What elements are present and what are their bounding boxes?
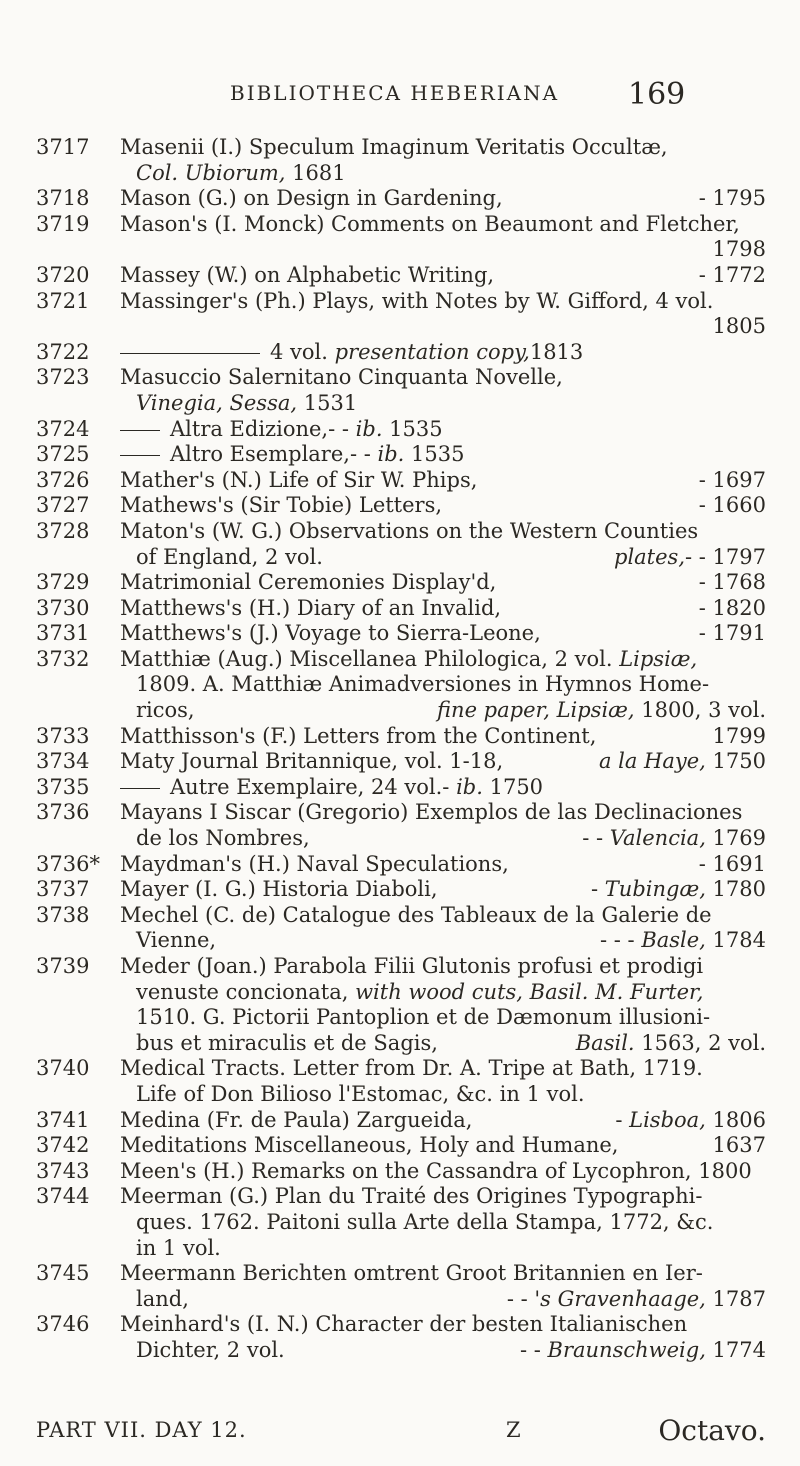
entry-line	[120, 1133, 766, 1159]
entry-line	[120, 724, 766, 750]
italic-text: plates,	[614, 544, 685, 569]
lot-number: 3740	[36, 1056, 90, 1081]
entry-text	[136, 826, 310, 852]
text-run: - -	[328, 416, 356, 441]
entry-imprint	[582, 826, 766, 852]
text-run: 1774	[705, 1337, 766, 1362]
text-run: 1780	[705, 877, 766, 902]
entry-imprint	[614, 545, 766, 571]
lot-number: 3732	[36, 646, 90, 671]
catalogue-entry	[0, 417, 800, 443]
entry-imprint	[591, 877, 766, 903]
entry-line	[120, 263, 766, 289]
lot-number: 3724	[36, 416, 90, 441]
entry-text	[120, 570, 496, 596]
entry-text	[120, 493, 442, 519]
text-run: Autre Exemplaire, 24 vol.	[170, 774, 443, 799]
entry-line	[120, 1159, 766, 1185]
catalogue-entry	[0, 340, 800, 366]
text-run: Meen's (H.) Remarks on the Cassandra of Lycophron, 1800	[120, 1158, 752, 1183]
text-run: in 1 vol.	[136, 1235, 221, 1260]
lot-number: 3737	[36, 877, 90, 902]
text-run: Matthisson's (F.) Letters from the Continent,	[120, 723, 597, 748]
entry-line	[120, 1082, 766, 1108]
text-run: - 1795	[698, 186, 766, 211]
lot-number: 3744	[36, 1184, 90, 1209]
entry-text	[120, 1056, 703, 1082]
entry-text	[120, 749, 503, 775]
italic-text: Valencia,	[609, 826, 706, 851]
text-run: - -	[519, 1337, 548, 1362]
entry-line	[120, 1108, 766, 1134]
catalogue-entry	[0, 1261, 800, 1312]
lot-number: 3730	[36, 595, 90, 620]
text-run: Life of Don Bilioso l'Estomac, &c. in 1 vol.	[136, 1081, 585, 1106]
text-run: Dichter, 2 vol.	[136, 1337, 285, 1362]
text-run: land,	[136, 1286, 189, 1311]
entry-line	[120, 621, 766, 647]
lot-number: 3729	[36, 570, 90, 595]
text-run: 1750	[482, 774, 544, 799]
catalogue-entry	[0, 954, 800, 1056]
entry-text	[136, 1031, 438, 1057]
page-number: 169	[628, 77, 686, 112]
text-run: - 1791	[698, 621, 766, 646]
text-run: Altra Edizione,	[170, 416, 329, 441]
catalogue-entry	[0, 289, 800, 340]
entry-line	[120, 1005, 766, 1031]
text-run: Mechel (C. de) Catalogue des Tableaux de la Galerie de	[120, 902, 712, 927]
entry-line	[120, 1261, 766, 1287]
catalogue-entry	[0, 621, 800, 647]
catalogue-entry	[0, 468, 800, 494]
text-run: -	[591, 877, 605, 902]
text-run: Meinhard's (I. N.) Character der besten Italianischen	[120, 1312, 688, 1337]
entry-line	[120, 186, 766, 212]
lot-number: 3734	[36, 749, 90, 774]
entry-line	[120, 1210, 766, 1236]
text-run: 1799	[712, 723, 766, 748]
entry-text	[136, 1287, 189, 1313]
text-run: Matthiæ (Aug.) Miscellanea Philologica, 2 vol.	[120, 646, 620, 671]
catalogue-entry	[0, 365, 800, 416]
text-run: 1800, 3 vol.	[634, 698, 766, 723]
catalogue-entry	[0, 570, 800, 596]
text-run: Massinger's (Ph.) Plays, with Notes by W. Gifford, 4 vol.	[120, 288, 714, 313]
text-run: Mathews's (Sir Tobie) Letters,	[120, 493, 443, 518]
entry-imprint	[699, 186, 766, 212]
lot-number: 3736	[36, 800, 90, 825]
text-run: 1563, 2 vol.	[634, 1030, 766, 1055]
entry-line	[120, 1338, 766, 1364]
entry-line	[120, 417, 766, 443]
entry-imprint	[699, 621, 766, 647]
lot-number: 3726	[36, 467, 90, 492]
text-run: 1813	[529, 339, 584, 364]
entry-text	[120, 340, 583, 366]
ditto-rule	[120, 430, 160, 431]
entry-line	[120, 468, 766, 494]
entry-text	[136, 1338, 285, 1364]
text-run: Maydman's (H.) Naval Speculations,	[120, 851, 509, 876]
entry-text	[713, 237, 766, 263]
entry-line	[120, 1184, 766, 1210]
italic-text: a la Haye,	[598, 749, 706, 774]
entry-line	[120, 365, 766, 391]
lot-number: 3745	[36, 1261, 90, 1286]
italic-text: Vinegia, Sessa,	[136, 390, 298, 415]
entry-imprint	[699, 570, 766, 596]
italic-text: Basle,	[641, 928, 706, 953]
entry-line	[120, 647, 766, 673]
entry-text	[136, 1236, 221, 1262]
italic-text: 's Gravenhaage,	[534, 1286, 706, 1311]
ditto-rule	[120, 788, 160, 789]
signature-mark: Z	[506, 1418, 521, 1442]
entry-text	[120, 365, 563, 391]
entry-text	[120, 417, 443, 443]
entry-text	[136, 161, 346, 187]
catalogue-entry	[0, 852, 800, 878]
running-title: BIBLIOTHECA HEBERIANA	[230, 81, 560, 105]
entry-text	[120, 647, 697, 673]
text-run: Meder (Joan.) Parabola Filii Glutonis profusi et prodigi	[120, 954, 704, 978]
entry-imprint	[576, 1031, 766, 1057]
lot-number: 3746	[36, 1312, 90, 1337]
text-run: Medina (Fr. de Paula) Zargueida,	[120, 1107, 473, 1132]
text-run: - 1660	[698, 493, 766, 518]
entry-imprint	[699, 493, 766, 519]
catalogue-entry	[0, 800, 800, 851]
entry-text	[120, 1108, 472, 1134]
entry-imprint	[699, 852, 766, 878]
text-run: Meermann Berichten omtrent Groot Britannien en Ier-	[120, 1261, 703, 1286]
text-run: Mayer (I. G.) Historia Diaboli,	[120, 877, 438, 902]
catalogue-entry	[0, 263, 800, 289]
catalogue-entry	[0, 647, 800, 724]
entry-text	[120, 1159, 752, 1185]
catalogue-entry	[0, 1108, 800, 1134]
page-header	[0, 77, 800, 121]
entry-text	[120, 442, 464, 468]
entry-line	[120, 1287, 766, 1313]
italic-text: fine paper, Lipsiæ,	[437, 698, 635, 723]
catalogue-entry	[0, 596, 800, 622]
text-run: - - -	[599, 928, 642, 953]
catalogue-entry	[0, 186, 800, 212]
lot-number: 3727	[36, 493, 90, 518]
italic-text: with wood cuts, Basil. M. Furter,	[355, 979, 704, 1004]
italic-text: Braunschweig,	[547, 1337, 706, 1362]
lot-number: 3721	[36, 288, 90, 313]
text-run: Meerman (G.) Plan du Traité des Origines Typographi-	[120, 1184, 703, 1209]
catalogue-entry	[0, 212, 800, 263]
text-run: Meditations Miscellaneous, Holy and Humane,	[120, 1133, 619, 1158]
catalogue-entries	[0, 135, 800, 1364]
text-run: 1681	[285, 160, 346, 185]
entry-line	[120, 800, 766, 826]
text-run: Mason (G.) on Design in Gardening,	[120, 186, 503, 211]
entry-imprint	[713, 724, 766, 750]
text-run: venuste concionata,	[136, 979, 356, 1004]
entry-line	[120, 442, 766, 468]
entry-text	[120, 903, 712, 929]
text-run: - 1697	[698, 467, 766, 492]
catalogue-entry	[0, 724, 800, 750]
entry-line	[120, 980, 766, 1006]
text-run: 1510. G. Pictorii Pantoplion et de Dæmonum illusioni-	[136, 1005, 711, 1030]
entry-text	[120, 289, 713, 315]
entry-line	[120, 289, 766, 315]
entry-line	[120, 954, 766, 980]
text-run: -	[615, 1107, 630, 1132]
entry-imprint	[520, 1338, 766, 1364]
lot-number: 3736*	[36, 851, 100, 876]
entry-imprint	[599, 749, 766, 775]
entry-line	[120, 314, 766, 340]
lot-number: 3722	[36, 339, 90, 364]
italic-text: Col. Ubiorum,	[136, 160, 286, 185]
text-run: 1750	[705, 749, 766, 774]
catalogue-entry	[0, 749, 800, 775]
text-run: 1535	[404, 442, 465, 467]
entry-text	[120, 877, 438, 903]
text-run: Mason's (I. Monck) Comments on Beaumont and Fletcher,	[120, 211, 740, 236]
entry-line	[120, 570, 766, 596]
text-run: ricos,	[136, 698, 195, 723]
format-label: Octavo.	[658, 1414, 766, 1447]
italic-text: ib.	[355, 416, 383, 441]
entry-text	[120, 468, 477, 494]
text-run: 1787	[705, 1286, 766, 1311]
catalogue-entry	[0, 775, 800, 801]
text-run: Matrimonial Ceremonies Display'd,	[120, 570, 497, 595]
text-run: Matthews's (J.) Voyage to Sierra-Leone,	[120, 621, 541, 646]
entry-text	[120, 186, 503, 212]
entry-text	[120, 596, 501, 622]
text-run: Masenii (I.) Speculum Imaginum Veritatis Occultæ,	[120, 135, 668, 159]
entry-imprint	[507, 1287, 766, 1313]
lot-number: 3735	[36, 774, 90, 799]
entry-line	[120, 1236, 766, 1262]
ditto-rule	[120, 455, 160, 456]
entry-line	[120, 749, 766, 775]
lot-number: 3741	[36, 1107, 90, 1132]
text-run: - -	[582, 826, 610, 851]
entry-line	[120, 135, 766, 161]
entry-line	[120, 903, 766, 929]
entry-line	[120, 545, 766, 571]
text-run: - - 1797	[685, 544, 766, 569]
entry-imprint	[699, 468, 766, 494]
entry-line	[120, 1312, 766, 1338]
text-run: -	[442, 774, 457, 799]
entry-imprint	[699, 596, 766, 622]
text-run: Masuccio Salernitano Cinquanta Novelle,	[120, 365, 563, 390]
entry-text	[136, 1005, 710, 1031]
lot-number: 3731	[36, 621, 90, 646]
text-run: - -	[349, 442, 378, 467]
entry-text	[120, 135, 668, 161]
text-run: Mather's (N.) Life of Sir W. Phips,	[120, 467, 478, 492]
lot-number: 3719	[36, 211, 90, 236]
italic-text: Lipsiæ,	[619, 646, 698, 671]
entry-imprint	[437, 698, 766, 724]
entry-line	[120, 493, 766, 519]
text-run: Massey (W.) on Alphabetic Writing,	[120, 262, 495, 287]
entry-imprint	[615, 1108, 766, 1134]
text-run: 1784	[705, 928, 766, 953]
lot-number: 3723	[36, 365, 90, 390]
text-run: 1805	[712, 314, 766, 339]
text-run: 1531	[297, 390, 358, 415]
ditto-rule	[120, 353, 260, 354]
text-run: 1535	[382, 416, 443, 441]
entry-line	[120, 237, 766, 263]
lot-number: 3728	[36, 518, 90, 543]
entry-text	[120, 724, 596, 750]
entry-line	[120, 672, 766, 698]
text-run: de los Nombres,	[136, 826, 310, 851]
entry-text	[120, 1184, 702, 1210]
entry-text	[120, 1261, 703, 1287]
entry-text	[136, 698, 195, 724]
entry-text	[120, 212, 740, 238]
text-run: bus et miraculis et de Sagis,	[136, 1030, 438, 1055]
lot-number: 3733	[36, 723, 90, 748]
italic-text: Basil.	[575, 1030, 635, 1055]
text-run: 1809. A. Matthiæ Animadversiones in Hymnos Home-	[136, 672, 710, 697]
catalogue-entry	[0, 1159, 800, 1185]
entry-text	[120, 263, 494, 289]
text-run: - 1691	[698, 851, 766, 876]
catalogue-entry	[0, 442, 800, 468]
lot-number: 3720	[36, 262, 90, 287]
lot-number: 3739	[36, 954, 90, 978]
entry-line	[120, 596, 766, 622]
text-run: 1637	[712, 1133, 766, 1158]
entry-text	[136, 1210, 713, 1236]
text-run: Altro Esemplare,	[170, 442, 350, 467]
catalogue-entry	[0, 1184, 800, 1261]
text-run: - 1768	[698, 570, 766, 595]
italic-text: Lisboa,	[629, 1107, 706, 1132]
lot-number: 3718	[36, 186, 90, 211]
entry-text	[136, 928, 216, 954]
catalogue-entry	[0, 1133, 800, 1159]
entry-text	[713, 314, 766, 340]
entry-text	[136, 391, 357, 417]
text-run: 1806	[705, 1107, 766, 1132]
lot-number: 3743	[36, 1158, 90, 1183]
entry-text	[120, 954, 703, 980]
italic-text: ib.	[456, 774, 483, 799]
lot-number: 3738	[36, 902, 90, 927]
catalogue-entry	[0, 135, 800, 186]
entry-text	[120, 775, 543, 801]
entry-imprint	[699, 263, 766, 289]
lot-number: 3742	[36, 1133, 90, 1158]
entry-text	[120, 1312, 687, 1338]
entry-text	[136, 672, 709, 698]
entry-line	[120, 161, 766, 187]
text-run: Matthews's (H.) Diary of an Invalid,	[120, 595, 502, 620]
entry-line	[120, 775, 766, 801]
entry-line	[120, 1056, 766, 1082]
text-run: - 1772	[698, 262, 766, 287]
lot-number: 3717	[36, 135, 90, 159]
catalogue-entry	[0, 493, 800, 519]
entry-text	[120, 621, 541, 647]
entry-line	[120, 698, 766, 724]
text-run: - 1820	[698, 595, 766, 620]
italic-text: ib.	[377, 442, 405, 467]
entry-line	[120, 391, 766, 417]
catalogue-entry	[0, 903, 800, 954]
entry-text	[136, 1082, 585, 1108]
text-run: 1798	[712, 237, 766, 262]
entry-text	[136, 980, 703, 1006]
entry-line	[120, 1031, 766, 1057]
text-run: Maty Journal Britannique, vol. 1-18,	[120, 749, 504, 774]
catalogue-entry	[0, 519, 800, 570]
italic-text: Tubingæ,	[604, 877, 706, 902]
entry-line	[120, 212, 766, 238]
text-run: 1769	[705, 826, 766, 851]
text-run: Vienne,	[136, 928, 217, 953]
text-run: - -	[506, 1286, 535, 1311]
entry-line	[120, 340, 766, 366]
part-day-label: PART VII. DAY 12.	[36, 1418, 247, 1442]
text-run: 4 vol.	[270, 339, 335, 364]
italic-text: presentation copy,	[334, 339, 530, 364]
catalogue-entry	[0, 1056, 800, 1107]
text-run: Mayans I Siscar (Gregorio) Exemplos de las Declinaciones	[120, 800, 743, 825]
text-run: ques. 1762. Paitoni sulla Arte della Stampa, 1772, &c.	[136, 1209, 714, 1234]
entry-line	[120, 519, 766, 545]
entry-line	[120, 852, 766, 878]
entry-imprint	[713, 1133, 766, 1159]
catalogue-entry	[0, 877, 800, 903]
entry-line	[120, 928, 766, 954]
entry-text	[120, 852, 509, 878]
entry-text	[120, 800, 742, 826]
entry-imprint	[600, 928, 766, 954]
lot-number: 3725	[36, 442, 90, 467]
entry-text	[120, 519, 698, 545]
catalogue-entry	[0, 1312, 800, 1363]
text-run: Maton's (W. G.) Observations on the Western Counties	[120, 518, 699, 543]
text-run: of England, 2 vol.	[136, 544, 323, 569]
entry-line	[120, 877, 766, 903]
text-run: Medical Tracts. Letter from Dr. A. Tripe at Bath, 1719.	[120, 1056, 703, 1081]
entry-text	[120, 1133, 618, 1159]
entry-text	[136, 545, 323, 571]
entry-line	[120, 826, 766, 852]
